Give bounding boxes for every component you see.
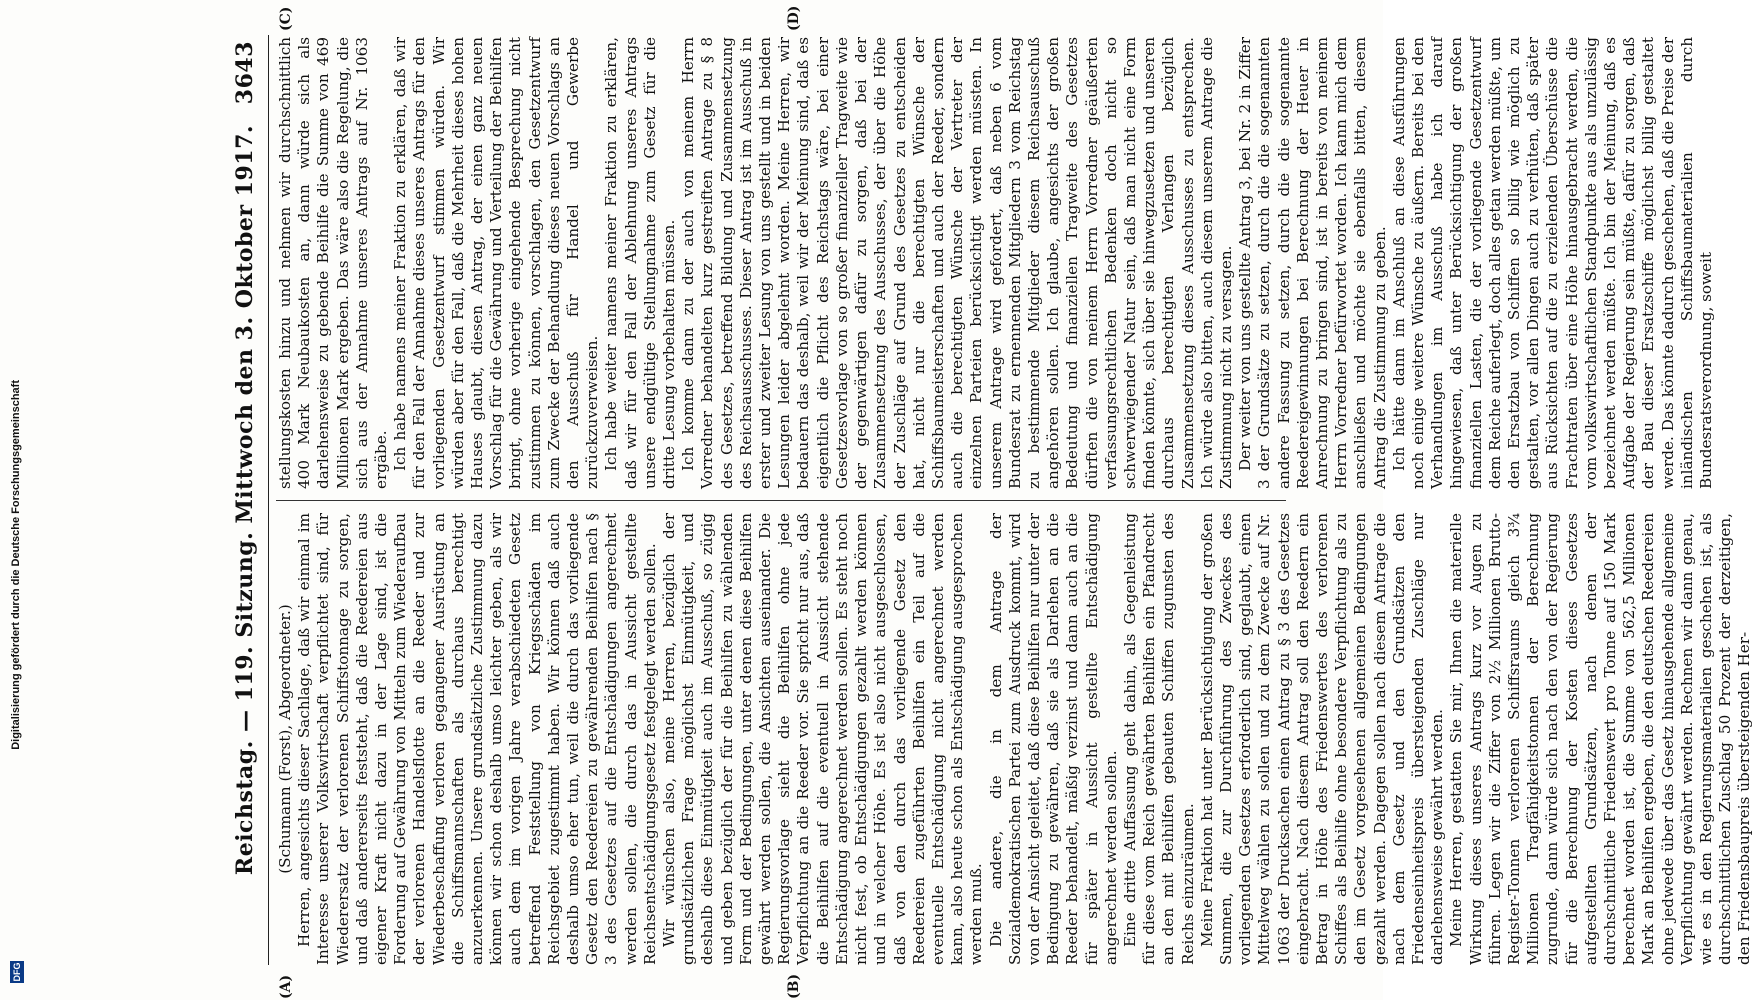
paragraph: Der weiter von uns gestellte Antrag 3, bei Nr. 2 in Ziffer 3 der Grundsätze zu setzen, durch die die sogenannten andere Fassung zu setzen, durch die die sogenannte Reedereigewinnungen bei Berechnung der Heuer in Anrechnung zu bringen sind, ist in bereits von meinem Herrn Vorredner befürwortet worden. Ich kann mich dem anschließen und möchte sie ebenfalls bitten, diesem Antrag die Zustimmung zu geben. xyxy=(1236,37,1389,489)
paragraph: Eine dritte Auffassung geht dahin, als Gegenleistung für diese vom Reich gewährten Beihilfen ein Pfandrecht an den mit Beihilfen gebauten Schiffen zugunsten des Reichs einzuräumen. xyxy=(1120,513,1197,965)
column-divider xyxy=(276,500,1286,501)
margin-marker-d: (D) xyxy=(786,5,802,31)
paragraph: Meine Herren, gestatten Sie mir, Ihnen die materielle Wirkung dieses unseres Antrags kurz vor Augen zu führen. Legen wir die Ziffer von 2½ Millionen Brutto-Register-Tonnen verlorenen Schiffsraums gleich 3¾ Millionen Tragfähigkeitstonnen der Berechnung zugrunde, dann würde sich nach den von der Regierung für die Berechnung der Kosten dieses Gesetzes aufgestellten Grundsätzen, nach denen der durchschnittliche Friedenswert pro Tonne auf 150 Mark berechnet worden ist, die Summe von 562,5 Millionen Mark an Beihilfen ergeben, die den deutschen Reedereien ohne jedwede über das Gesetz hinausgehende allgemeine Verpflichtung gewährt werden. Rechnen wir dann genau, wie es in den Regierungsmaterialien geschehen ist, als durchschnittlichen Zuschlag 50 Prozent der derzeitigen, den Friedensbaupreis übersteigenden Her- xyxy=(1447,513,1754,965)
digitization-note: Digitalisierung gefördert durch die Deutsche Forschungsgemeinschaft xyxy=(10,380,22,750)
paragraph: Wir wünschen also, meine Herren, bezüglich der grundsätzlichen Frage möglichst Einmütigkeit, und deshalb diese Einmütigkeit auch im Ausschuß, so zügig und geben bezüglich der für die Beihilfen zu wählenden Form und der Bedingungen, unter denen diese Beihilfen gewährt werden sollen, die Ansichten auseinander. Die Regierungsvorlage sieht die Beihilfen ohne jede Verpflichtung an die Reeder vor. Sie spricht nur aus, daß die Beihilfen auf die eventuell in Aussicht stehende Entschädigung angerechnet werden sollen. Es steht noch nicht fest, ob Entschädigungen gezahlt werden können und in welcher Höhe. Es ist also nicht ausgeschlossen, daß von den durch das vorliegende Gesetz den Reedereien zugeführten Beihilfen ein Teil auf die eventuelle Entschädigung nicht angerechnet werden kann, also heute schon als Entschädigung ausgesprochen werden muß. xyxy=(660,513,986,965)
margin-marker-a: (A) xyxy=(278,974,294,999)
paragraph: Ich komme dann zu der auch von meinem Herrn Vorredner behandelten kurz gestreiften Antrage zu § 8 des Gesetzes, betreffend Bildung und Zusammensetzung des Reichsausschusses. Dieser Antrag ist im Ausschuß in erster und zweiter Lesung von uns gestellt und in beiden Lesungen leider abgelehnt worden. Meine Herren, wir bedauern das deshalb, weil wir der Meinung sind, daß es eigentlich die Pflicht des Reichstags wäre, bei einer Gesetzesvorlage von so großer finanzieller Tragweite wie der gegenwärtigen dafür zu sorgen, daß bei der Zusammensetzung des Ausschusses, der über die Höhe der Zuschläge auf Grund des Gesetzes zu entscheiden hat, nicht nur die berechtigten Wünsche der Schiffsbaumeisterschaften und auch der Reeder, sondern auch die berechtigten Wünsche der Vertreter der einzelnen Parteien berücksichtigt werden müssten. In unserem Antrage wird gefordert, daß neben 6 vom Bundesrat zu ernennenden Mitgliedern 3 vom Reichstag zu bestimmende Mitglieder diesem Reichsausschuß angehören sollen. Ich glaube, angesichts der großen Bedeutung und finanziellen Tragweite des Gesetzes dürften die von meinem Herrn Vorredner geäußerten verfassungsrechtlichen Bedenken doch nicht so schwerwiegender Natur sein, daß man nicht eine Form finden könnte, sich über sie hinwegzusetzen und unseren durchaus berechtigten Verlangen bezüglich Zusammensetzung dieses Ausschusses zu entsprechen. Ich würde also bitten, auch diesem unserem Antrage die Zustimmung nicht zu versagen. xyxy=(679,37,1235,489)
paragraph: Die andere, die in dem Antrage der Sozialdemokratischen Partei zum Ausdruck kommt, wird von der Ansicht geleitet, daß diese Beihilfen nur unter der Bedingung zu gewähren, daß sie als Darlehen an die Reeder behandelt, mäßig verzinst und dann auch an die für später in Aussicht gestellte Entschädigung angerechnet werden sollen. xyxy=(986,513,1120,965)
paragraph: Ich habe weiter namens meiner Fraktion zu erklären, daß wir für den Fall der Ablehnung unseres Antrags unsere endgültige Stellungnahme zum Gesetz für die dritte Lesung vorbehalten müssen. xyxy=(602,37,679,489)
paragraph: Herren, angesichts dieser Sachlage, daß wir einmal im Interesse unserer Volkswirtschaft verpflichtet sind, für Wiederersatz der verlorenen Schiffstonnage zu sorgen, und daß andererseits feststeht, daß die Reedereien aus eigener Kraft nicht dazu in der Lage sind, ist die Forderung auf Gewährung von Mitteln zum Wiederaufbau der verlorenen Handelsflotte an die Reeder und zur Wiederbeschaffung verloren gegangener Ausrüstung an die Schiffsmannschaften als durchaus berechtigt anzuerkennen. Unsere grundsätzliche Zustimmung dazu können wir schon deshalb umso leichter geben, als wir auch dem im vorigen Jahre verabschiedeten Gesetz betreffend Feststellung von Kriegsschäden im Reichsgebiet zugestimmt haben. Wir können daß auch deshalb umso eher tun, weil die durch das vorliegende Gesetz den Reedereien zu gewährenden Beihilfen nach § 3 des Gesetzes auf die Entschädigungen angerechnet werden sollen, die durch das in Aussicht gestellte Reichsentschädigungsgesetz festgelegt werden sollen. xyxy=(295,513,659,965)
paragraph: stellungskosten hinzu und nehmen wir durchschnittlich 400 Mark Neubaukosten an, dann würde sich als darlehensweise zu gebende Beihilfe die Summe von 469 Millionen Mark ergeben. Das wäre also die Regelung, die sich aus der Annahme unseres Antrags auf Nr. 1063 ergäbe. xyxy=(276,37,391,489)
margin-marker-b: (B) xyxy=(786,973,802,999)
right-column xyxy=(276,36,1716,489)
rotated-page xyxy=(226,5,1754,999)
paragraph: Meine Fraktion hat unter Berücksichtigung der großen Summen, die zur Durchführung des Zweckes des vorliegenden Gesetzes erforderlich sind, geglaubt, einen Mittelweg wählen zu sollen und zu dem Zwecke auf Nr. 1063 der Drucksachen einen Antrag zu § 3 des Gesetzes eingebracht. Nach diesem Antrag soll den Reedern ein Betrag in Höhe des Friedenswertes des verlorenen Schiffes als Beihilfe ohne besondere Verpflichtung als zu den im Gesetz vorgesehenen allgemeinen Bedingungen gezahlt werden. Dagegen sollen nach diesem Antrage die nach dem Gesetz und den Grundsätzen den Friedenseinheitspreis übersteigenden Zuschläge nur darlehensweise gewährt werden. xyxy=(1197,513,1447,965)
paragraph: Ich habe namens meiner Fraktion zu erklären, daß wir für den Fall der Annahme dieses unseres Antrags für den vorliegenden Gesetzentwurf stimmen würden. Wir würden aber für den Fall, daß die Mehrheit dieses hohen Hauses glaubt, diesen Antrag, der einen ganz neuen Vorschlag für die Gewährung und Verteilung der Beihilfen bringt, ohne vorherige eingehende Besprechung nicht zustimmen zu können, vorschlagen, den Gesetzentwurf zum Zwecke der Behandlung dieses neuen Vorschlags an den Ausschuß für Handel und Gewerbe zurückzuverweisen. xyxy=(391,37,602,489)
dfg-logo: DFG xyxy=(12,962,22,982)
running-head: Reichstag. — 119. Sitzung. Mittwoch den 3. Oktober 1917. xyxy=(232,124,258,876)
page-number: 3643 xyxy=(232,41,258,105)
paragraph: Ich hätte dann im Anschluß an diese Ausführungen noch einige weitere Wünsche zu äußern. Bereits bei den Verhandlungen im Ausschuß habe ich darauf hingewiesen, daß unter Berücksichtigung der großen finanziellen Lasten, die der vorliegende Gesetzentwurf dem Reiche auferlegt, doch alles getan werden müßte, um den Ersatzbau von Schiffen so billig wie möglich zu gestalten, vor allen Dingen auch zu verhüten, daß später aus Rücksichten auf die zu erzielenden Überschüsse die Frachtraten über eine Höhe hinausgebracht werden, die vom volkswirtschaftlichen Standpunkte aus als unzulässig bezeichnet werden müßte. Ich bin der Meinung, daß es Aufgabe der Regierung sein müßte, dafür zu sorgen, daß der Bau dieser Ersatzschiffe möglichst billig gestaltet werde. Das könnte dadurch geschehen, daß die Preise der inländischen Schiffsbaumaterialien durch Bundesratsverordnung, soweit xyxy=(1389,36,1716,489)
speaker-line: (Schumann (Forst), Abgeordneter.) xyxy=(276,604,294,874)
page-header xyxy=(226,35,269,965)
margin-marker-c: (C) xyxy=(278,6,294,31)
left-column xyxy=(276,513,1754,965)
